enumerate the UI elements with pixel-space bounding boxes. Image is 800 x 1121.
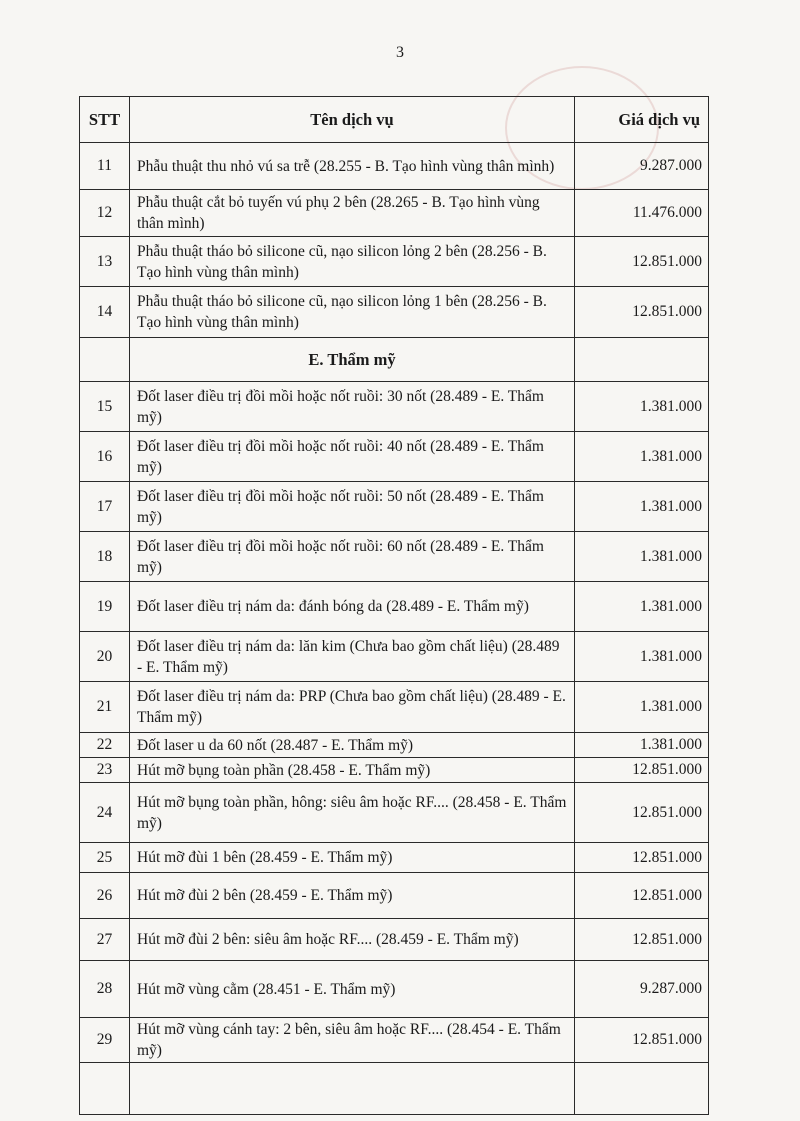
row-price xyxy=(575,1063,709,1115)
row-service-name: Đốt laser điều trị đồi mồi hoặc nốt ruồi: 30 nốt (28.489 - E. Thẩm mỹ) xyxy=(130,382,575,432)
row-service-name: Đốt laser điều trị đồi mồi hoặc nốt ruồi: 40 nốt (28.489 - E. Thẩm mỹ) xyxy=(130,432,575,482)
table-row xyxy=(80,919,709,961)
row-price: 11.476.000 xyxy=(575,190,709,237)
row-service-name: Đốt laser điều trị đồi mồi hoặc nốt ruồi: 50 nốt (28.489 - E. Thẩm mỹ) xyxy=(130,482,575,532)
row-price: 1.381.000 xyxy=(575,432,709,482)
table-row xyxy=(80,682,709,733)
table-row xyxy=(80,783,709,843)
table-row xyxy=(80,237,709,287)
table-row xyxy=(80,758,709,783)
table-row xyxy=(80,432,709,482)
row-price: 1.381.000 xyxy=(575,582,709,632)
table-row xyxy=(80,1018,709,1063)
table-row xyxy=(80,582,709,632)
section-title: E. Thẩm mỹ xyxy=(130,338,575,382)
table-row xyxy=(80,961,709,1018)
row-price: 12.851.000 xyxy=(575,287,709,338)
header-price: Giá dịch vụ xyxy=(575,97,709,143)
table-header-row xyxy=(80,97,709,143)
table-row xyxy=(80,532,709,582)
table-row xyxy=(80,632,709,682)
row-stt: 11 xyxy=(80,143,130,190)
row-service-name: Đốt laser điều trị nám da: lăn kim (Chưa bao gồm chất liệu) (28.489 - E. Thẩm mỹ) xyxy=(130,632,575,682)
row-service-name: Hút mỡ bụng toàn phần (28.458 - E. Thẩm mỹ) xyxy=(130,758,575,783)
row-price: 9.287.000 xyxy=(575,143,709,190)
header-stt: STT xyxy=(80,97,130,143)
row-service-name: Phẫu thuật cắt bỏ tuyến vú phụ 2 bên (28.265 - B. Tạo hình vùng thân mình) xyxy=(130,190,575,237)
row-stt: 26 xyxy=(80,873,130,919)
row-service-name: Phẫu thuật tháo bỏ silicone cũ, nạo silicon lỏng 2 bên (28.256 - B. Tạo hình vùng thân mình) xyxy=(130,237,575,287)
row-stt: 16 xyxy=(80,432,130,482)
row-stt: 29 xyxy=(80,1018,130,1063)
header-service-name: Tên dịch vụ xyxy=(130,97,575,143)
row-price: 12.851.000 xyxy=(575,783,709,843)
row-price: 9.287.000 xyxy=(575,961,709,1018)
row-stt: 18 xyxy=(80,532,130,582)
row-stt: 22 xyxy=(80,733,130,758)
row-service-name: Phẫu thuật thu nhỏ vú sa trễ (28.255 - B. Tạo hình vùng thân mình) xyxy=(130,143,575,190)
row-price: 12.851.000 xyxy=(575,1018,709,1063)
row-price: 1.381.000 xyxy=(575,382,709,432)
table-row xyxy=(80,382,709,432)
row-stt: 12 xyxy=(80,190,130,237)
row-service-name: Hút mỡ vùng cánh tay: 2 bên, siêu âm hoặc RF.... (28.454 - E. Thẩm mỹ) xyxy=(130,1018,575,1063)
table-row xyxy=(80,1063,709,1115)
row-price: 1.381.000 xyxy=(575,482,709,532)
row-stt: 13 xyxy=(80,237,130,287)
row-price: 12.851.000 xyxy=(575,237,709,287)
row-stt: 24 xyxy=(80,783,130,843)
table-row xyxy=(80,143,709,190)
row-service-name: Hút mỡ đùi 2 bên (28.459 - E. Thẩm mỹ) xyxy=(130,873,575,919)
row-stt: 15 xyxy=(80,382,130,432)
table-row xyxy=(80,190,709,237)
row-stt: 20 xyxy=(80,632,130,682)
row-service-name: Hút mỡ đùi 1 bên (28.459 - E. Thẩm mỹ) xyxy=(130,843,575,873)
row-price: 1.381.000 xyxy=(575,682,709,733)
section-price-cell xyxy=(575,338,709,382)
row-service-name: Phẫu thuật tháo bỏ silicone cũ, nạo silicon lỏng 1 bên (28.256 - B. Tạo hình vùng thân mình) xyxy=(130,287,575,338)
table-row xyxy=(80,843,709,873)
row-stt: 28 xyxy=(80,961,130,1018)
section-row xyxy=(80,338,709,382)
section-stt-cell xyxy=(80,338,130,382)
row-stt xyxy=(80,1063,130,1115)
row-service-name: Hút mỡ bụng toàn phần, hông: siêu âm hoặc RF.... (28.458 - E. Thẩm mỹ) xyxy=(130,783,575,843)
row-price: 1.381.000 xyxy=(575,733,709,758)
row-price: 12.851.000 xyxy=(575,843,709,873)
row-stt: 14 xyxy=(80,287,130,338)
table-row xyxy=(80,733,709,758)
row-stt: 25 xyxy=(80,843,130,873)
row-price: 1.381.000 xyxy=(575,532,709,582)
row-stt: 27 xyxy=(80,919,130,961)
row-stt: 21 xyxy=(80,682,130,733)
row-service-name: Hút mỡ vùng cằm (28.451 - E. Thẩm mỹ) xyxy=(130,961,575,1018)
row-price: 12.851.000 xyxy=(575,919,709,961)
row-service-name: Đốt laser điều trị đồi mồi hoặc nốt ruồi: 60 nốt (28.489 - E. Thẩm mỹ) xyxy=(130,532,575,582)
row-service-name xyxy=(130,1063,575,1115)
row-stt: 17 xyxy=(80,482,130,532)
table-row xyxy=(80,482,709,532)
row-service-name: Hút mỡ đùi 2 bên: siêu âm hoặc RF.... (28.459 - E. Thẩm mỹ) xyxy=(130,919,575,961)
table-row xyxy=(80,287,709,338)
row-price: 12.851.000 xyxy=(575,758,709,783)
page-number: 3 xyxy=(396,44,404,61)
table-row xyxy=(80,873,709,919)
row-service-name: Đốt laser điều trị nám da: PRP (Chưa bao gồm chất liệu) (28.489 - E. Thẩm mỹ) xyxy=(130,682,575,733)
service-price-table xyxy=(79,96,709,1115)
row-service-name: Đốt laser điều trị nám da: đánh bóng da (28.489 - E. Thẩm mỹ) xyxy=(130,582,575,632)
row-stt: 19 xyxy=(80,582,130,632)
row-price: 1.381.000 xyxy=(575,632,709,682)
row-stt: 23 xyxy=(80,758,130,783)
row-price: 12.851.000 xyxy=(575,873,709,919)
row-service-name: Đốt laser u da 60 nốt (28.487 - E. Thẩm mỹ) xyxy=(130,733,575,758)
